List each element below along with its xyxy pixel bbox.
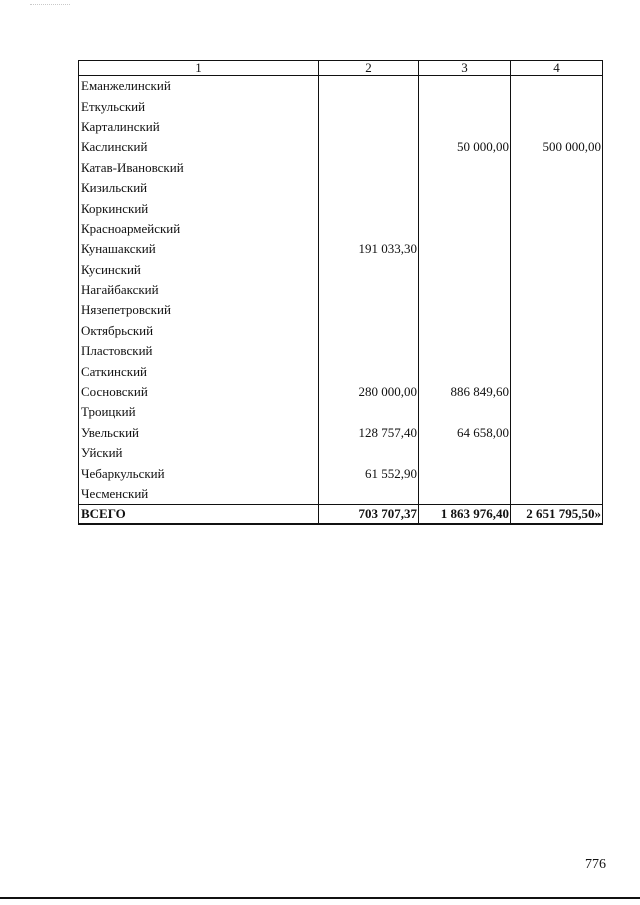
- table-row: [79, 321, 603, 341]
- table-row: [79, 198, 603, 218]
- district-name: Чебаркульский: [79, 463, 319, 483]
- table-row: [79, 260, 603, 280]
- value-col4: 500 000,00: [511, 137, 603, 157]
- value-col4: [511, 300, 603, 320]
- district-name: Увельский: [79, 423, 319, 443]
- value-col4: [511, 260, 603, 280]
- district-name: Каслинский: [79, 137, 319, 157]
- total-row: [79, 505, 603, 525]
- district-name: Еткульский: [79, 96, 319, 116]
- value-col3: [419, 117, 511, 137]
- value-col3: 886 849,60: [419, 382, 511, 402]
- district-name: Саткинский: [79, 361, 319, 381]
- district-name: Карталинский: [79, 117, 319, 137]
- table-row: [79, 361, 603, 381]
- value-col2: 61 552,90: [319, 463, 419, 483]
- value-col3: [419, 443, 511, 463]
- value-col4: [511, 423, 603, 443]
- value-col4: [511, 443, 603, 463]
- value-col3: [419, 484, 511, 505]
- table-row: [79, 158, 603, 178]
- total-value-col4: 2 651 795,50»: [511, 505, 603, 525]
- table-row: [79, 423, 603, 443]
- column-header-2: 2: [319, 61, 419, 76]
- table-row: [79, 402, 603, 422]
- value-col2: [319, 484, 419, 505]
- table-row: [79, 484, 603, 505]
- value-col2: [319, 76, 419, 97]
- district-name: Чесменский: [79, 484, 319, 505]
- value-col2: [319, 178, 419, 198]
- table-row: [79, 117, 603, 137]
- district-name: Октябрьский: [79, 321, 319, 341]
- value-col3: [419, 280, 511, 300]
- budget-table: [78, 60, 603, 525]
- table-row: [79, 219, 603, 239]
- total-value-col3: 1 863 976,40: [419, 505, 511, 525]
- value-col3: [419, 260, 511, 280]
- value-col3: [419, 402, 511, 422]
- value-col2: [319, 96, 419, 116]
- value-col3: [419, 300, 511, 320]
- column-header-3: 3: [419, 61, 511, 76]
- district-name: Красноармейский: [79, 219, 319, 239]
- value-col2: [319, 158, 419, 178]
- value-col4: [511, 402, 603, 422]
- value-col3: [419, 158, 511, 178]
- table-row: [79, 239, 603, 259]
- value-col4: [511, 239, 603, 259]
- district-name: Кизильский: [79, 178, 319, 198]
- district-name: Нагайбакский: [79, 280, 319, 300]
- district-name: Коркинский: [79, 198, 319, 218]
- table-row: [79, 280, 603, 300]
- value-col3: [419, 198, 511, 218]
- value-col3: [419, 219, 511, 239]
- value-col2: [319, 219, 419, 239]
- value-col2: [319, 280, 419, 300]
- total-label: ВСЕГО: [79, 505, 319, 525]
- table-row: [79, 382, 603, 402]
- district-name: Пластовский: [79, 341, 319, 361]
- value-col3: [419, 361, 511, 381]
- district-name: Троицкий: [79, 402, 319, 422]
- value-col2: [319, 361, 419, 381]
- value-col4: [511, 158, 603, 178]
- district-name: Сосновский: [79, 382, 319, 402]
- value-col3: [419, 239, 511, 259]
- column-header-4: 4: [511, 61, 603, 76]
- value-col2: [319, 402, 419, 422]
- value-col3: [419, 341, 511, 361]
- value-col4: [511, 76, 603, 97]
- district-name: Нязепетровский: [79, 300, 319, 320]
- page-number: 776: [585, 857, 606, 872]
- table-row: [79, 463, 603, 483]
- table-row: [79, 341, 603, 361]
- value-col3: [419, 76, 511, 97]
- value-col2: [319, 117, 419, 137]
- table-row: [79, 76, 603, 97]
- value-col2: [319, 137, 419, 157]
- value-col4: [511, 361, 603, 381]
- value-col4: [511, 484, 603, 505]
- value-col4: [511, 198, 603, 218]
- bottom-rule: [0, 897, 640, 899]
- value-col4: [511, 96, 603, 116]
- value-col2: [319, 260, 419, 280]
- value-col4: [511, 321, 603, 341]
- value-col2: [319, 443, 419, 463]
- value-col4: [511, 463, 603, 483]
- column-number-row: [79, 61, 603, 76]
- value-col2: [319, 300, 419, 320]
- value-col2: 191 033,30: [319, 239, 419, 259]
- value-col3: 64 658,00: [419, 423, 511, 443]
- table-row: [79, 137, 603, 157]
- value-col2: [319, 341, 419, 361]
- value-col3: [419, 321, 511, 341]
- district-name: Кунашакский: [79, 239, 319, 259]
- value-col2: [319, 321, 419, 341]
- value-col2: 128 757,40: [319, 423, 419, 443]
- value-col3: 50 000,00: [419, 137, 511, 157]
- value-col4: [511, 219, 603, 239]
- value-col2: 280 000,00: [319, 382, 419, 402]
- district-name: Еманжелинский: [79, 76, 319, 97]
- value-col2: [319, 198, 419, 218]
- total-value-col2: 703 707,37: [319, 505, 419, 525]
- value-col3: [419, 178, 511, 198]
- value-col4: [511, 341, 603, 361]
- value-col4: [511, 178, 603, 198]
- value-col4: [511, 117, 603, 137]
- value-col3: [419, 96, 511, 116]
- value-col4: [511, 382, 603, 402]
- table-row: [79, 178, 603, 198]
- table-row: [79, 96, 603, 116]
- scan-artifact: [30, 4, 70, 11]
- district-name: Уйский: [79, 443, 319, 463]
- value-col3: [419, 463, 511, 483]
- district-name: Катав-Ивановский: [79, 158, 319, 178]
- value-col4: [511, 280, 603, 300]
- table-row: [79, 300, 603, 320]
- table-row: [79, 443, 603, 463]
- column-header-1: 1: [79, 61, 319, 76]
- district-name: Кусинский: [79, 260, 319, 280]
